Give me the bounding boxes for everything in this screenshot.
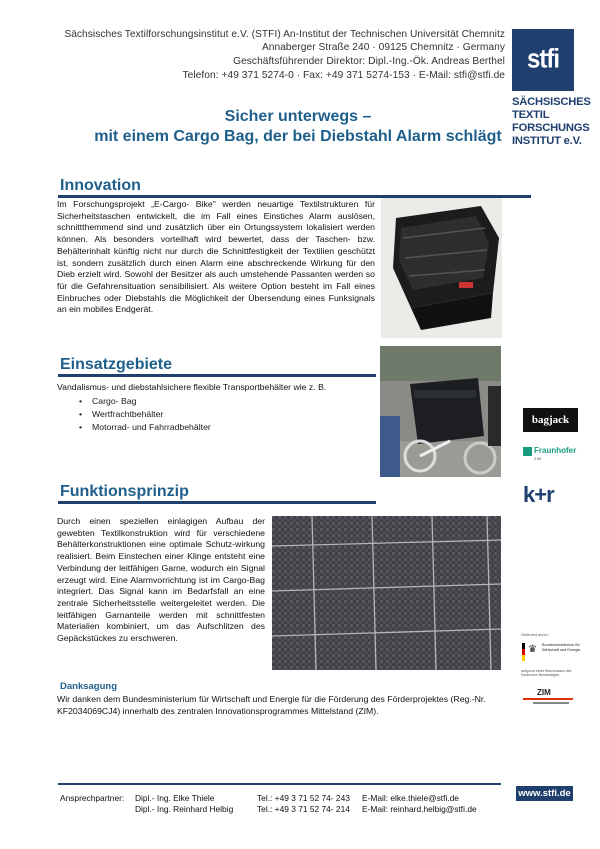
header-contact-line: Telefon: +49 371 5274-0 · Fax: +49 371 5274-153 · E-Mail: stfi@stfi.de [182,70,505,81]
contact-phone: Tel.: +49 3 71 52 74- 214 [257,804,350,814]
stfi-logo-mark: stfi [512,29,574,91]
fraunhofer-icon [523,447,532,456]
einsatz-list [57,395,357,434]
list-item: • Cargo- Bag [57,395,357,408]
danksagung-text: Wir danken dem Bundesministerium für Wirtschaft und Energie für die Förderung des Förderprojektes (Reg.-Nr. KF2034069CJ4) innerhalb des zentralen Innovationsprogrammes Mittelstand (ZIM). [57,694,486,716]
kr-logo: k+r [523,482,554,507]
eagle-icon: ♛ [528,644,537,655]
list-item: • Motorrad- und Fahrradbehälter [57,421,357,434]
heading-danksagung: Danksagung [60,681,118,692]
heading-innovation: Innovation [60,177,141,194]
header-institute-line: Sächsisches Textilforschungsinstitut e.V. (STFI) An-Institut der Technischen Universität Chemnitz [64,29,505,40]
section-rule [58,501,376,504]
cargo-bag-photo [381,198,502,338]
bagjack-logo: bagjack [523,408,578,432]
website-link[interactable]: www.stfi.de [516,786,573,801]
contact-phone: Tel.: +49 3 71 52 74- 243 [257,793,350,803]
page-title: Sicher unterwegs – mit einem Cargo Bag, der bei Diebstahl Alarm schlägt [94,108,502,145]
list-item: • Wertfrachtbehälter [57,408,357,421]
contact-email[interactable]: E-Mail: elke.thiele@stfi.de [362,793,459,803]
einsatz-intro: Vandalismus- und diebstahlsichere flexible Transportbehälter wie z. B. [57,382,327,392]
stfi-logo-text: SÄCHSISCHES TEXTIL FORSCHUNGS INSTITUT e.V. [512,96,591,147]
funktion-text: Durch einen speziellen einlagigen Aufbau der gewebten Textilkonstruktion wird für verschiedene Behälterkonstruktionen eine optimale Schutz-wirkung realisiert. Beim Einstechen einer Klinge entsteht eine Verbindung der leitfähigen Garne, wodurch ein Signal erzeugt wird. Eine Alarmvorrichtung ist im Cargo-Bag integriert. Das Signal kann im Bedarfsfall an eine zentrale Sicherheitsstelle weitergeleitet werden. Die leitfähigen Garnanteile werden mit schnittfesten Materialien kombiniert, um das Aufschlitzen des Gepäckstückes zu erschweren. [57,516,265,644]
contact-name: Dipl.- Ing. Reinhard Helbig [135,804,234,814]
fabric-photo [272,516,501,670]
header-address-line: Annaberger Straße 240 · 09125 Chemnitz · Germany [261,42,505,53]
bmwi-note: aufgrund eines Beschlusses des Deutschen Bundestages [521,669,572,677]
header-director-line: Geschäftsführender Direktor: Dipl.-Ing.-Ök. Andreas Berthel [233,56,505,67]
zim-logo: ZIM [521,688,577,712]
heading-einsatzgebiete: Einsatzgebiete [60,356,173,373]
fraunhofer-logo: Fraunhofer ZIM [523,445,579,465]
bmwi-logo: ♛ Bundesministerium für Wirtschaft und Energie [522,643,582,667]
footer-label: Ansprechpartner: [60,793,125,803]
section-rule [58,374,376,377]
footer-rule [58,783,501,785]
bmwi-caption: Gefördert durch: [521,633,549,637]
contact-email[interactable]: E-Mail: reinhard.helbig@stfi.de [362,804,477,814]
contact-name: Dipl.- Ing. Elke Thiele [135,793,215,803]
innovation-text: Im Forschungsprojekt „E-Cargo- Bike" werden neuartige Textilstrukturen für Sicherheitstaschen entwickelt, die im Fall eines Einstiches Alarm auslösen, schnittthemmend sind und zusätzlich über ein Ortungssystem lokalisiert werden können. Als besonders vorteilhaft wird bewertet, dass der Taschen- bzw. Behälterinhalt künftig nicht nur durch die Schnittfestigkeit der Textilien geschützt ist, sondern zusätzlich durch einen Alarm eine abschreckende Wirkung für den Dieb erzielt wird. Sowohl der Besitzer als auch umstehende Passanten werden so für die Gefahrensituation sensibilisiert. Als weitere Option besteht im Fall eines Einbruches oder Diebstahls die Möglichkeit der Übersendung eines Funksignals an ein mobiles Endgerät. [57,199,375,315]
heading-funktionsprinzip: Funktionsprinzip [60,483,189,500]
cargo-bike-photo [380,346,501,477]
